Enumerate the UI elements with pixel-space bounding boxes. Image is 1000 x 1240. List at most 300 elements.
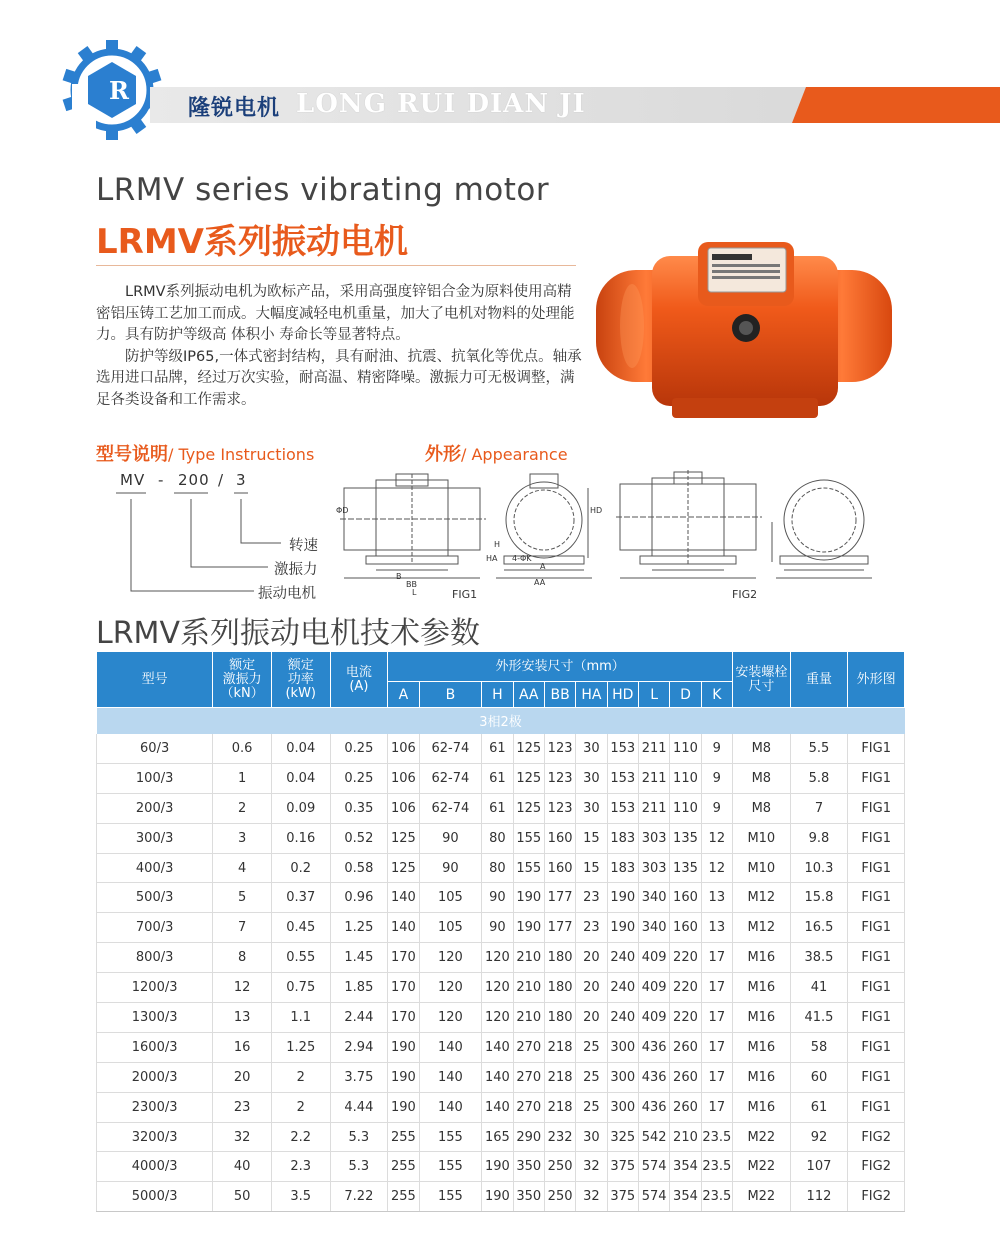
table-cell: 17 bbox=[701, 1062, 732, 1092]
table-cell: 574 bbox=[638, 1182, 669, 1212]
table-cell: 123 bbox=[544, 734, 575, 764]
table-cell: 13 bbox=[701, 883, 732, 913]
description-paragraph: LRMV系列振动电机为欧标产品，采用高强度锌铝合金为原料使用高精密铝压铸工艺加工而成。大幅度减轻电机重量，加大了电机对物料的处理能力。具有防护等级高 体积小 寿命长等显著特点。 bbox=[96, 284, 575, 343]
table-cell: 140 bbox=[388, 883, 419, 913]
spec-table-container bbox=[96, 651, 905, 1212]
table-cell: 170 bbox=[388, 973, 419, 1003]
table-cell: FIG1 bbox=[848, 913, 905, 943]
table-cell: 140 bbox=[419, 1032, 482, 1062]
table-cell: 170 bbox=[388, 1003, 419, 1033]
col-power-line: (kW) bbox=[285, 685, 316, 701]
table-cell: 255 bbox=[388, 1122, 419, 1152]
brand-name-cn: 隆锐电机 bbox=[188, 96, 281, 121]
table-cell: 9 bbox=[701, 763, 732, 793]
table-cell: 210 bbox=[670, 1122, 701, 1152]
table-cell: 17 bbox=[701, 1032, 732, 1062]
table-cell: 260 bbox=[670, 1062, 701, 1092]
table-cell: 1.25 bbox=[271, 1032, 330, 1062]
table-cell: 190 bbox=[482, 1152, 513, 1182]
table-row bbox=[97, 943, 905, 973]
table-cell: 218 bbox=[544, 1062, 575, 1092]
table-cell: 106 bbox=[388, 793, 419, 823]
table-cell: 211 bbox=[638, 734, 669, 764]
table-cell: 375 bbox=[607, 1182, 638, 1212]
table-cell: 7 bbox=[213, 913, 272, 943]
table-cell: 0.25 bbox=[330, 734, 388, 764]
table-cell: 240 bbox=[607, 943, 638, 973]
table-cell: 218 bbox=[544, 1032, 575, 1062]
table-cell: 0.55 bbox=[271, 943, 330, 973]
table-cell: 160 bbox=[544, 823, 575, 853]
table-cell: 270 bbox=[513, 1062, 544, 1092]
dimension-drawing bbox=[336, 470, 896, 605]
table-cell: 80 bbox=[482, 853, 513, 883]
table-row bbox=[97, 1032, 905, 1062]
table-cell: 325 bbox=[607, 1122, 638, 1152]
table-cell: 190 bbox=[607, 883, 638, 913]
table-cell: FIG2 bbox=[848, 1182, 905, 1212]
table-cell: 190 bbox=[388, 1032, 419, 1062]
brand-name-en: LONG RUI DIAN JI bbox=[296, 89, 586, 119]
table-cell: M16 bbox=[733, 973, 791, 1003]
table-cell: 409 bbox=[638, 943, 669, 973]
table-cell: 125 bbox=[388, 823, 419, 853]
table-cell: 9.8 bbox=[790, 823, 848, 853]
table-cell: 436 bbox=[638, 1092, 669, 1122]
table-cell: 0.25 bbox=[330, 763, 388, 793]
table-cell: 155 bbox=[419, 1152, 482, 1182]
table-row bbox=[97, 734, 905, 764]
table-cell: 110 bbox=[670, 734, 701, 764]
table-cell: 23.5 bbox=[701, 1152, 732, 1182]
table-cell: 105 bbox=[419, 913, 482, 943]
table-cell: 218 bbox=[544, 1092, 575, 1122]
dim-label: ΦD bbox=[336, 506, 349, 515]
table-cell: 436 bbox=[638, 1062, 669, 1092]
table-cell: 140 bbox=[482, 1032, 513, 1062]
banner-accent bbox=[792, 87, 1000, 123]
table-cell: 2000/3 bbox=[97, 1062, 213, 1092]
table-cell: 10.3 bbox=[790, 853, 848, 883]
table-row bbox=[97, 1122, 905, 1152]
table-row bbox=[97, 763, 905, 793]
table-cell: 1200/3 bbox=[97, 973, 213, 1003]
dim-label: AA bbox=[534, 578, 546, 587]
table-cell: 0.45 bbox=[271, 913, 330, 943]
col-current-line: (A) bbox=[349, 678, 369, 694]
table-cell: 20 bbox=[213, 1062, 272, 1092]
col-dim: B bbox=[419, 682, 482, 708]
table-cell: 0.35 bbox=[330, 793, 388, 823]
table-cell: 2.44 bbox=[330, 1003, 388, 1033]
table-row bbox=[97, 823, 905, 853]
table-cell: 5.3 bbox=[330, 1152, 388, 1182]
table-cell: 23.5 bbox=[701, 1122, 732, 1152]
col-dim: AA bbox=[513, 682, 544, 708]
table-cell: FIG1 bbox=[848, 823, 905, 853]
table-cell: 155 bbox=[513, 853, 544, 883]
col-current bbox=[330, 652, 388, 708]
product-description bbox=[96, 282, 586, 411]
table-cell: 190 bbox=[482, 1182, 513, 1212]
table-cell: 61 bbox=[790, 1092, 848, 1122]
table-cell: 3.5 bbox=[271, 1182, 330, 1212]
table-cell: 20 bbox=[576, 943, 607, 973]
table-cell: 15.8 bbox=[790, 883, 848, 913]
col-power bbox=[271, 652, 330, 708]
table-cell: 260 bbox=[670, 1092, 701, 1122]
table-cell: 92 bbox=[790, 1122, 848, 1152]
table-cell: 190 bbox=[607, 913, 638, 943]
table-cell: 500/3 bbox=[97, 883, 213, 913]
table-cell: 409 bbox=[638, 973, 669, 1003]
table-cell: 160 bbox=[544, 853, 575, 883]
table-cell: 300 bbox=[607, 1092, 638, 1122]
table-cell: 303 bbox=[638, 853, 669, 883]
table-cell: 0.6 bbox=[213, 734, 272, 764]
table-cell: 123 bbox=[544, 793, 575, 823]
table-cell: 140 bbox=[419, 1092, 482, 1122]
table-cell: 23 bbox=[576, 913, 607, 943]
table-cell: 135 bbox=[670, 823, 701, 853]
table-cell: M16 bbox=[733, 1092, 791, 1122]
table-cell: 100/3 bbox=[97, 763, 213, 793]
table-cell: 211 bbox=[638, 793, 669, 823]
table-cell: 50 bbox=[213, 1182, 272, 1212]
table-row bbox=[97, 1003, 905, 1033]
type-instructions-heading bbox=[96, 440, 314, 466]
table-cell: 270 bbox=[513, 1092, 544, 1122]
table-cell: 17 bbox=[701, 943, 732, 973]
code-slash: / bbox=[218, 471, 225, 489]
table-cell: 90 bbox=[482, 883, 513, 913]
table-cell: 90 bbox=[419, 853, 482, 883]
dim-label: B bbox=[396, 572, 402, 581]
table-cell: 12 bbox=[701, 823, 732, 853]
table-cell: 112 bbox=[790, 1182, 848, 1212]
table-cell: 1.85 bbox=[330, 973, 388, 1003]
col-current-line: 电流 bbox=[345, 664, 372, 680]
table-cell: 220 bbox=[670, 973, 701, 1003]
table-cell: 3.75 bbox=[330, 1062, 388, 1092]
table-cell: 375 bbox=[607, 1152, 638, 1182]
table-cell: 58 bbox=[790, 1032, 848, 1062]
table-cell: 240 bbox=[607, 1003, 638, 1033]
table-cell: 2.94 bbox=[330, 1032, 388, 1062]
table-cell: 255 bbox=[388, 1152, 419, 1182]
table-cell: 110 bbox=[670, 763, 701, 793]
table-cell: 303 bbox=[638, 823, 669, 853]
table-cell: 160 bbox=[670, 913, 701, 943]
table-cell: 25 bbox=[576, 1032, 607, 1062]
col-dim: D bbox=[670, 682, 701, 708]
table-cell: 41.5 bbox=[790, 1003, 848, 1033]
table-cell: 23 bbox=[576, 883, 607, 913]
table-cell: 153 bbox=[607, 763, 638, 793]
table-cell: 25 bbox=[576, 1062, 607, 1092]
table-cell: 300 bbox=[607, 1032, 638, 1062]
col-force-line: （kN） bbox=[220, 685, 264, 701]
table-cell: 177 bbox=[544, 883, 575, 913]
table-cell: M16 bbox=[733, 943, 791, 973]
table-cell: 0.58 bbox=[330, 853, 388, 883]
table-cell: 60 bbox=[790, 1062, 848, 1092]
table-cell: 17 bbox=[701, 973, 732, 1003]
appearance-heading-cn: 外形 bbox=[425, 444, 461, 465]
dim-label: A bbox=[540, 562, 546, 571]
col-force bbox=[213, 652, 272, 708]
table-cell: 1600/3 bbox=[97, 1032, 213, 1062]
table-cell: 180 bbox=[544, 943, 575, 973]
table-cell: FIG2 bbox=[848, 1122, 905, 1152]
table-cell: FIG2 bbox=[848, 1152, 905, 1182]
table-row bbox=[97, 913, 905, 943]
col-dim: BB bbox=[544, 682, 575, 708]
table-cell: 350 bbox=[513, 1182, 544, 1212]
table-cell: 177 bbox=[544, 913, 575, 943]
table-cell: 125 bbox=[388, 853, 419, 883]
table-cell: M8 bbox=[733, 763, 791, 793]
table-cell: 17 bbox=[701, 1003, 732, 1033]
table-cell: 1 bbox=[213, 763, 272, 793]
table-cell: 0.2 bbox=[271, 853, 330, 883]
table-cell: 232 bbox=[544, 1122, 575, 1152]
params-title: LRMV系列振动电机技术参数 bbox=[96, 616, 480, 651]
table-cell: 62-74 bbox=[419, 734, 482, 764]
table-cell: 12 bbox=[213, 973, 272, 1003]
logo-letter: R bbox=[109, 76, 129, 105]
dim-label: 4-ΦK bbox=[512, 554, 532, 563]
table-cell: 800/3 bbox=[97, 943, 213, 973]
table-cell: 90 bbox=[419, 823, 482, 853]
table-cell: 23 bbox=[213, 1092, 272, 1122]
col-power-line: 额定 bbox=[287, 657, 314, 673]
table-cell: 120 bbox=[482, 1003, 513, 1033]
table-cell: 0.52 bbox=[330, 823, 388, 853]
table-cell: 2.3 bbox=[271, 1152, 330, 1182]
brand-header bbox=[0, 30, 1000, 140]
table-cell: 125 bbox=[513, 793, 544, 823]
table-cell: 250 bbox=[544, 1152, 575, 1182]
table-cell: 120 bbox=[419, 943, 482, 973]
table-cell: 120 bbox=[419, 1003, 482, 1033]
table-cell: 0.75 bbox=[271, 973, 330, 1003]
page-title-en: LRMV series vibrating motor bbox=[96, 172, 550, 208]
table-cell: 170 bbox=[388, 943, 419, 973]
table-cell: 0.04 bbox=[271, 763, 330, 793]
table-cell: 62-74 bbox=[419, 763, 482, 793]
table-cell: 5000/3 bbox=[97, 1182, 213, 1212]
table-cell: 240 bbox=[607, 973, 638, 1003]
dim-label: BB bbox=[406, 580, 417, 589]
table-cell: 30 bbox=[576, 793, 607, 823]
table-row bbox=[97, 853, 905, 883]
label-motor: 振动电机 bbox=[258, 586, 316, 602]
dim-label: HD bbox=[590, 506, 603, 515]
table-cell: 260 bbox=[670, 1032, 701, 1062]
appearance-heading-en: / Appearance bbox=[461, 445, 568, 464]
table-cell: 2 bbox=[213, 793, 272, 823]
table-cell: 123 bbox=[544, 763, 575, 793]
table-cell: FIG1 bbox=[848, 973, 905, 1003]
table-cell: 12 bbox=[701, 853, 732, 883]
table-cell: M16 bbox=[733, 1032, 791, 1062]
table-cell: 190 bbox=[388, 1092, 419, 1122]
table-cell: 140 bbox=[482, 1092, 513, 1122]
table-cell: 23.5 bbox=[701, 1182, 732, 1212]
table-cell: 110 bbox=[670, 793, 701, 823]
table-cell: FIG1 bbox=[848, 763, 905, 793]
table-cell: 32 bbox=[576, 1182, 607, 1212]
spec-table-body bbox=[97, 734, 905, 1212]
col-weight: 重量 bbox=[790, 652, 848, 708]
table-cell: 190 bbox=[513, 883, 544, 913]
table-cell: 183 bbox=[607, 853, 638, 883]
table-cell: 41 bbox=[790, 973, 848, 1003]
table-cell: 255 bbox=[388, 1182, 419, 1212]
table-cell: 120 bbox=[419, 973, 482, 1003]
table-row bbox=[97, 1062, 905, 1092]
table-cell: 5.5 bbox=[790, 734, 848, 764]
table-cell: M16 bbox=[733, 1062, 791, 1092]
col-dims-group: 外形安装尺寸（mm） bbox=[388, 652, 733, 682]
table-cell: 38.5 bbox=[790, 943, 848, 973]
table-cell: 155 bbox=[419, 1182, 482, 1212]
table-cell: 140 bbox=[419, 1062, 482, 1092]
dim-label: H bbox=[494, 540, 501, 549]
type-code-diagram bbox=[96, 465, 336, 605]
table-cell: 30 bbox=[576, 763, 607, 793]
table-cell: 17 bbox=[701, 1092, 732, 1122]
spec-table-header bbox=[97, 652, 905, 708]
table-cell: 0.37 bbox=[271, 883, 330, 913]
table-cell: 62-74 bbox=[419, 793, 482, 823]
table-cell: 4000/3 bbox=[97, 1152, 213, 1182]
table-cell: 25 bbox=[576, 1092, 607, 1122]
table-cell: 30 bbox=[576, 1122, 607, 1152]
table-cell: 153 bbox=[607, 734, 638, 764]
col-bolt-line: 安装螺栓 bbox=[735, 664, 788, 680]
table-cell: 409 bbox=[638, 1003, 669, 1033]
table-cell: 30 bbox=[576, 734, 607, 764]
table-cell: M12 bbox=[733, 883, 791, 913]
table-cell: 16.5 bbox=[790, 913, 848, 943]
table-cell: 700/3 bbox=[97, 913, 213, 943]
table-cell: 180 bbox=[544, 973, 575, 1003]
type-heading-cn: 型号说明 bbox=[96, 444, 168, 465]
table-cell: FIG1 bbox=[848, 883, 905, 913]
table-cell: 2 bbox=[271, 1062, 330, 1092]
col-bolt-line: 尺寸 bbox=[748, 678, 775, 694]
table-cell: 300/3 bbox=[97, 823, 213, 853]
page-title-cn: LRMV系列振动电机 bbox=[96, 222, 408, 262]
col-model: 型号 bbox=[97, 652, 213, 708]
table-cell: 0.04 bbox=[271, 734, 330, 764]
col-dim: A bbox=[388, 682, 419, 708]
table-cell: M22 bbox=[733, 1122, 791, 1152]
table-cell: 220 bbox=[670, 943, 701, 973]
table-cell: FIG1 bbox=[848, 793, 905, 823]
table-cell: 354 bbox=[670, 1182, 701, 1212]
table-cell: 80 bbox=[482, 823, 513, 853]
table-cell: M22 bbox=[733, 1152, 791, 1182]
table-cell: 250 bbox=[544, 1182, 575, 1212]
fig1-label: FIG1 bbox=[452, 588, 478, 601]
table-cell: 2300/3 bbox=[97, 1092, 213, 1122]
table-cell: FIG1 bbox=[848, 1062, 905, 1092]
table-cell: 2.2 bbox=[271, 1122, 330, 1152]
label-speed: 转速 bbox=[289, 538, 318, 554]
table-cell: 2 bbox=[271, 1092, 330, 1122]
table-row bbox=[97, 1092, 905, 1122]
table-cell: M22 bbox=[733, 1182, 791, 1212]
table-cell: 40 bbox=[213, 1152, 272, 1182]
table-cell: FIG1 bbox=[848, 1092, 905, 1122]
table-cell: 354 bbox=[670, 1152, 701, 1182]
table-cell: 13 bbox=[213, 1003, 272, 1033]
table-cell: 1.45 bbox=[330, 943, 388, 973]
table-row bbox=[97, 1182, 905, 1212]
table-cell: 165 bbox=[482, 1122, 513, 1152]
table-cell: 211 bbox=[638, 763, 669, 793]
table-cell: 3200/3 bbox=[97, 1122, 213, 1152]
table-row bbox=[97, 1152, 905, 1182]
table-cell: 1.1 bbox=[271, 1003, 330, 1033]
table-cell: 200/3 bbox=[97, 793, 213, 823]
code-mv: MV bbox=[120, 471, 146, 489]
brand-banner bbox=[150, 87, 830, 123]
table-cell: 60/3 bbox=[97, 734, 213, 764]
table-cell: 20 bbox=[576, 1003, 607, 1033]
description-paragraph: 防护等级IP65,一体式密封结构，具有耐油、抗震、抗氧化等优点。轴承选用进口品牌，经过万次实验，耐高温、精密降噪。激振力可无极调整，满足各类设备和工作需求。 bbox=[96, 348, 582, 408]
table-cell: 220 bbox=[670, 1003, 701, 1033]
table-cell: 90 bbox=[482, 913, 513, 943]
table-cell: 61 bbox=[482, 734, 513, 764]
table-cell: 4 bbox=[213, 853, 272, 883]
type-heading-en: / Type Instructions bbox=[168, 445, 315, 464]
table-cell: M12 bbox=[733, 913, 791, 943]
title-divider bbox=[96, 265, 576, 266]
col-power-line: 功率 bbox=[287, 671, 314, 687]
table-cell: FIG1 bbox=[848, 943, 905, 973]
table-cell: 574 bbox=[638, 1152, 669, 1182]
table-cell: 210 bbox=[513, 1003, 544, 1033]
table-cell: 140 bbox=[482, 1062, 513, 1092]
table-row bbox=[97, 793, 905, 823]
table-cell: 153 bbox=[607, 793, 638, 823]
table-cell: 290 bbox=[513, 1122, 544, 1152]
table-cell: 8 bbox=[213, 943, 272, 973]
dim-label: HA bbox=[486, 554, 498, 563]
table-cell: 106 bbox=[388, 734, 419, 764]
table-cell: 542 bbox=[638, 1122, 669, 1152]
table-cell: M16 bbox=[733, 1003, 791, 1033]
code-dash: - bbox=[158, 471, 165, 489]
table-cell: 15 bbox=[576, 853, 607, 883]
table-cell: 160 bbox=[670, 883, 701, 913]
table-cell: 107 bbox=[790, 1152, 848, 1182]
table-cell: 340 bbox=[638, 883, 669, 913]
code-force: 200 bbox=[178, 471, 210, 489]
table-cell: 5.3 bbox=[330, 1122, 388, 1152]
table-cell: 125 bbox=[513, 734, 544, 764]
table-cell: M8 bbox=[733, 734, 791, 764]
table-cell: 5 bbox=[213, 883, 272, 913]
table-cell: 106 bbox=[388, 763, 419, 793]
table-cell: 180 bbox=[544, 1003, 575, 1033]
table-cell: 190 bbox=[513, 913, 544, 943]
table-cell: 5.8 bbox=[790, 763, 848, 793]
